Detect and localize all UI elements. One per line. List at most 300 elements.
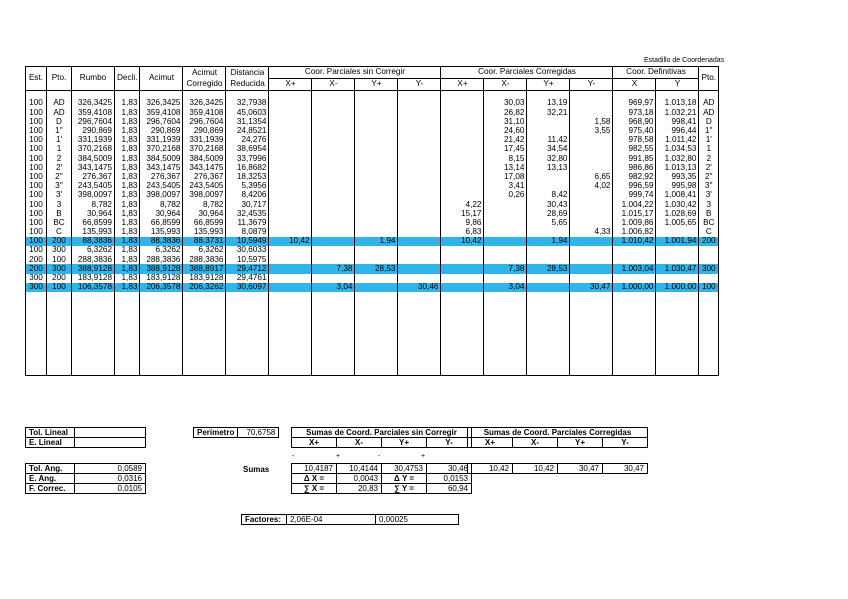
table-cell: 29,4761 — [226, 274, 269, 283]
table-cell — [355, 274, 398, 283]
table-cell — [398, 117, 441, 126]
table-cell — [269, 108, 312, 117]
table-cell: 100 — [26, 108, 47, 117]
sign-3: - — [378, 453, 381, 460]
table-cell — [398, 209, 441, 218]
sumas-corr-title: Sumas de Coord. Parciales Corregidas — [468, 428, 648, 438]
sumas-sin-xm: X- — [337, 438, 382, 448]
table-cell: 1,83 — [115, 274, 140, 283]
sign-4: + — [421, 453, 426, 460]
table-cell: 1.006,82 — [613, 228, 656, 237]
table-cell: 370,2168 — [140, 145, 183, 154]
table-cell: 0,26 — [484, 191, 527, 200]
sumas-sin-value: 30,46 — [427, 464, 472, 474]
table-cell — [398, 191, 441, 200]
table-cell: 1.032,80 — [656, 154, 699, 163]
col-sin-ym: Y- — [398, 79, 441, 91]
table-cell — [355, 209, 398, 218]
table-cell: 998,41 — [656, 117, 699, 126]
table-cell: 968,90 — [613, 117, 656, 126]
table-cell: 296,7604 — [183, 117, 226, 126]
sign-2: + — [336, 453, 341, 460]
table-cell: B — [47, 209, 72, 218]
table-cell: 28,53 — [355, 264, 398, 273]
table-cell: 10,5949 — [226, 237, 269, 246]
table-cell: 1.003,04 — [613, 264, 656, 273]
table-cell — [269, 283, 312, 292]
table-cell — [441, 255, 484, 264]
table-cell — [656, 255, 699, 264]
table-cell: 1,83 — [115, 136, 140, 145]
table-cell: 2' — [47, 163, 72, 172]
table-cell: 29,4712 — [226, 264, 269, 273]
sign-1: - — [292, 453, 295, 460]
table-cell: 100 — [26, 99, 47, 108]
table-cell: 31,1354 — [226, 117, 269, 126]
table-cell: 388,9128 — [72, 264, 115, 273]
table-cell: 135,993 — [140, 228, 183, 237]
table-cell: 100 — [26, 127, 47, 136]
table-cell: 1,83 — [115, 218, 140, 227]
table-cell: AD — [699, 99, 719, 108]
sumas-corr-value: 10,42 — [513, 464, 558, 474]
sumas-corr-yp: Y+ — [558, 438, 603, 448]
table-cell: 296,7604 — [72, 117, 115, 126]
table-cell: 8,0879 — [226, 228, 269, 237]
sumas-sin-values — [291, 463, 472, 494]
col-def-x: X — [613, 79, 656, 91]
table-cell: 200 — [699, 237, 719, 246]
table-cell: 1.005,65 — [656, 218, 699, 227]
table-cell — [441, 145, 484, 154]
table-cell — [355, 154, 398, 163]
table-cell: 1 — [47, 145, 72, 154]
f-correc-value: 0,0105 — [75, 484, 146, 494]
table-cell — [441, 117, 484, 126]
e-lineal-label: E. Lineal — [26, 438, 75, 448]
table-cell: 343,1475 — [140, 163, 183, 172]
table-cell: 1,83 — [115, 209, 140, 218]
table-cell: 100 — [26, 145, 47, 154]
table-cell: 88,3836 — [140, 237, 183, 246]
delta-x-label: Δ X = — [292, 474, 337, 484]
table-cell: 26,82 — [484, 108, 527, 117]
empty-area-row — [26, 292, 719, 376]
table-cell — [269, 99, 312, 108]
table-cell: 300 — [699, 264, 719, 273]
table-cell — [484, 237, 527, 246]
table-cell — [355, 145, 398, 154]
table-cell: 7,38 — [484, 264, 527, 273]
table-cell — [570, 145, 613, 154]
table-cell: 384,5009 — [72, 154, 115, 163]
table-cell — [269, 136, 312, 145]
table-cell: 18,3253 — [226, 173, 269, 182]
table-row — [26, 145, 719, 154]
table-cell: 66,8599 — [140, 218, 183, 227]
table-cell — [312, 173, 355, 182]
table-cell — [441, 283, 484, 292]
table-cell: 300 — [47, 264, 72, 273]
table-cell: 8,782 — [140, 200, 183, 209]
factores-label: Factores: — [242, 515, 287, 525]
table-cell — [484, 228, 527, 237]
table-cell: 7,38 — [312, 264, 355, 273]
table-cell: 991,85 — [613, 154, 656, 163]
table-cell — [355, 117, 398, 126]
sumas-sin-ym: Y- — [427, 438, 472, 448]
table-cell — [269, 145, 312, 154]
table-cell: 326,3425 — [72, 99, 115, 108]
sumas-corr-header — [467, 427, 648, 448]
table-cell — [484, 218, 527, 227]
table-cell: 11,3679 — [226, 218, 269, 227]
table-cell — [613, 255, 656, 264]
sum-x-label: ∑ X = — [292, 484, 337, 494]
table-cell — [613, 246, 656, 255]
table-cell: 2' — [699, 163, 719, 172]
table-cell: 4,02 — [570, 182, 613, 191]
table-cell: 3,04 — [484, 283, 527, 292]
table-row — [26, 108, 719, 117]
table-cell — [312, 246, 355, 255]
table-cell: 982,92 — [613, 173, 656, 182]
table-cell: 1,83 — [115, 246, 140, 255]
sumas-corr-ym: Y- — [603, 438, 648, 448]
table-cell: 4,22 — [441, 200, 484, 209]
table-cell: 100 — [26, 163, 47, 172]
tol-lineal-label: Tol. Lineal — [26, 428, 75, 438]
sumas-sin-xp: X+ — [292, 438, 337, 448]
table-cell: 1.030,47 — [656, 264, 699, 273]
table-cell — [312, 200, 355, 209]
sumas-sin-value: 10,4187 — [292, 464, 337, 474]
table-cell: 88,3836 — [72, 237, 115, 246]
sumas-label: Sumas — [243, 465, 270, 474]
table-cell: 359,4108 — [72, 108, 115, 117]
table-cell: 100 — [26, 200, 47, 209]
table-cell: 1,83 — [115, 108, 140, 117]
e-ang-label: E. Ang. — [26, 474, 75, 484]
table-cell: 206,3578 — [140, 283, 183, 292]
table-cell: 30,964 — [140, 209, 183, 218]
table-cell — [355, 246, 398, 255]
table-cell: 8,782 — [72, 200, 115, 209]
table-cell: 30,6033 — [226, 246, 269, 255]
table-cell: 331,1939 — [72, 136, 115, 145]
table-cell: 1,94 — [527, 237, 570, 246]
table-cell: 135,993 — [72, 228, 115, 237]
table-cell: 31,10 — [484, 117, 527, 126]
table-cell: 100 — [26, 228, 47, 237]
table-cell — [312, 108, 355, 117]
table-cell — [699, 246, 719, 255]
col-sin-xp: X+ — [269, 79, 312, 91]
table-cell — [441, 136, 484, 145]
table-cell: 1,83 — [115, 264, 140, 273]
table-cell — [355, 108, 398, 117]
table-cell — [398, 145, 441, 154]
table-cell — [570, 191, 613, 200]
f-correc-label: F. Correc. — [26, 484, 75, 494]
table-cell: 13,13 — [527, 163, 570, 172]
table-cell: 1,83 — [115, 145, 140, 154]
table-cell — [398, 246, 441, 255]
table-cell: 290,869 — [183, 127, 226, 136]
table-cell: 331,1939 — [140, 136, 183, 145]
table-cell: 359,4108 — [140, 108, 183, 117]
table-cell: 28,53 — [527, 264, 570, 273]
table-cell: 30,47 — [570, 283, 613, 292]
table-cell — [312, 209, 355, 218]
table-cell: 3'' — [47, 182, 72, 191]
col-acimut-corr-2: Corregido — [183, 79, 226, 91]
table-cell: 6,3262 — [183, 246, 226, 255]
table-cell: D — [47, 117, 72, 126]
table-cell: 30,03 — [484, 99, 527, 108]
table-cell: 106,3578 — [72, 283, 115, 292]
table-cell: 1' — [47, 136, 72, 145]
sumas-corr-values — [467, 463, 648, 474]
sumas-corr-value: 30,47 — [558, 464, 603, 474]
table-cell: 1,83 — [115, 182, 140, 191]
table-cell: 370,2168 — [72, 145, 115, 154]
table-cell: 3 — [47, 200, 72, 209]
group-definitivas: Coor. Definitivas — [613, 67, 699, 79]
col-distancia-2: Reducida — [226, 79, 269, 91]
table-cell — [312, 228, 355, 237]
table-cell — [570, 255, 613, 264]
table-row — [26, 99, 719, 108]
col-corr-yp: Y+ — [527, 79, 570, 91]
table-cell: 200 — [47, 274, 72, 283]
table-cell: 66,8599 — [72, 218, 115, 227]
table-cell — [441, 274, 484, 283]
table-cell: 34,54 — [527, 145, 570, 154]
table-cell: 206,3262 — [183, 283, 226, 292]
table-cell — [269, 117, 312, 126]
table-cell — [269, 182, 312, 191]
table-cell — [441, 163, 484, 172]
table-cell — [355, 127, 398, 136]
table-cell: 1,83 — [115, 154, 140, 163]
table-cell — [269, 255, 312, 264]
table-cell — [527, 283, 570, 292]
table-cell — [312, 99, 355, 108]
table-cell: 1,83 — [115, 99, 140, 108]
table-cell: 1,83 — [115, 200, 140, 209]
table-cell: 183,9128 — [140, 274, 183, 283]
table-cell: BC — [47, 218, 72, 227]
table-cell: 999,74 — [613, 191, 656, 200]
table-cell: 398,0097 — [183, 191, 226, 200]
table-cell: 200 — [47, 237, 72, 246]
table-cell — [570, 136, 613, 145]
table-cell: 10,42 — [269, 237, 312, 246]
table-cell: 15,17 — [441, 209, 484, 218]
table-cell — [269, 200, 312, 209]
table-cell: 1.011,42 — [656, 136, 699, 145]
table-cell: 10,5975 — [226, 255, 269, 264]
table-cell: 2 — [699, 154, 719, 163]
table-cell: AD — [47, 99, 72, 108]
table-cell — [441, 108, 484, 117]
table-cell: 1'' — [699, 127, 719, 136]
table-cell: 243,5405 — [140, 182, 183, 191]
table-cell: 398,0097 — [140, 191, 183, 200]
table-cell: 986,86 — [613, 163, 656, 172]
col-sin-xm: X- — [312, 79, 355, 91]
sumas-corr-xp: X+ — [468, 438, 513, 448]
table-cell — [312, 154, 355, 163]
table-cell — [527, 117, 570, 126]
table-cell: 100 — [26, 218, 47, 227]
sumas-sin-value: 30,4753 — [382, 464, 427, 474]
table-cell: 1.028,69 — [656, 209, 699, 218]
table-cell: 370,2168 — [183, 145, 226, 154]
table-cell — [398, 99, 441, 108]
table-cell: 978,58 — [613, 136, 656, 145]
table-row — [26, 154, 719, 163]
table-cell — [398, 255, 441, 264]
table-cell: 1,83 — [115, 255, 140, 264]
col-def-y: Y — [656, 79, 699, 91]
table-cell — [398, 182, 441, 191]
table-cell — [441, 127, 484, 136]
table-cell: 1,83 — [115, 127, 140, 136]
table-cell — [312, 145, 355, 154]
table-cell: 13,19 — [527, 99, 570, 108]
table-cell — [312, 163, 355, 172]
table-cell — [441, 173, 484, 182]
table-cell — [355, 182, 398, 191]
table-cell: 3,04 — [312, 283, 355, 292]
factor-1: 2,06E-04 — [287, 515, 376, 525]
table-cell: 1,83 — [115, 228, 140, 237]
table-cell: 1,83 — [115, 191, 140, 200]
table-cell: 1.010,42 — [613, 237, 656, 246]
table-cell: 6,83 — [441, 228, 484, 237]
table-row — [26, 200, 719, 209]
table-cell — [441, 182, 484, 191]
table-cell — [398, 127, 441, 136]
table-cell: 288,3836 — [140, 255, 183, 264]
table-cell — [355, 191, 398, 200]
table-cell: 331,1939 — [183, 136, 226, 145]
table-cell: 100 — [26, 154, 47, 163]
table-cell: 1.013,13 — [656, 163, 699, 172]
table-cell: 100 — [47, 255, 72, 264]
table-cell: 1.001,94 — [656, 237, 699, 246]
sum-y-value: 60,94 — [427, 484, 472, 494]
table-cell: 300 — [26, 274, 47, 283]
sumas-corr-xm: X- — [513, 438, 558, 448]
table-cell: B — [699, 209, 719, 218]
table-cell: 296,7604 — [140, 117, 183, 126]
table-cell — [269, 246, 312, 255]
table-cell: D — [699, 117, 719, 126]
col-acimut: Acimut — [140, 67, 183, 91]
table-cell — [269, 191, 312, 200]
table-cell: 8,782 — [183, 200, 226, 209]
table-cell: 100 — [26, 117, 47, 126]
table-cell — [269, 163, 312, 172]
table-cell: 100 — [26, 237, 47, 246]
table-cell — [269, 154, 312, 163]
table-cell: 326,3425 — [183, 99, 226, 108]
table-cell: 982,55 — [613, 145, 656, 154]
sumas-sin-title: Sumas de Coord. Parciales sin Corregir — [292, 428, 472, 438]
table-cell: 100 — [26, 191, 47, 200]
table-cell: 1'' — [47, 127, 72, 136]
factor-2: 0,00025 — [376, 515, 459, 525]
table-cell — [269, 274, 312, 283]
table-cell: 32,80 — [527, 154, 570, 163]
table-cell: 16,8682 — [226, 163, 269, 172]
table-cell: 30,43 — [527, 200, 570, 209]
table-cell: 200 — [26, 255, 47, 264]
table-cell — [312, 136, 355, 145]
table-cell: 1.004,22 — [613, 200, 656, 209]
table-cell: 100 — [699, 283, 719, 292]
table-cell: 66,8599 — [183, 218, 226, 227]
table-cell: 398,0097 — [72, 191, 115, 200]
table-cell: 24,60 — [484, 127, 527, 136]
table-cell — [484, 200, 527, 209]
delta-y-value: 0,0153 — [427, 474, 472, 484]
table-cell: 1.013,18 — [656, 99, 699, 108]
table-cell: 290,869 — [72, 127, 115, 136]
table-cell — [484, 255, 527, 264]
table-cell: 45,0603 — [226, 108, 269, 117]
table-cell — [570, 108, 613, 117]
table-cell: 30,717 — [226, 200, 269, 209]
table-cell — [398, 154, 441, 163]
table-cell: 1,58 — [570, 117, 613, 126]
col-pto: Pto. — [47, 67, 72, 91]
e-lineal-value — [75, 438, 146, 448]
table-cell — [355, 99, 398, 108]
table-cell — [312, 191, 355, 200]
table-cell: 200 — [26, 264, 47, 273]
table-cell: AD — [47, 108, 72, 117]
table-cell: 388,9128 — [140, 264, 183, 273]
table-cell — [312, 182, 355, 191]
group-corregidas: Coor. Parciales Corregidas — [441, 67, 613, 79]
table-cell: 243,5405 — [183, 182, 226, 191]
table-cell: 32,7938 — [226, 99, 269, 108]
table-cell: 100 — [26, 209, 47, 218]
table-cell: 975,40 — [613, 127, 656, 136]
table-cell: 183,9128 — [183, 274, 226, 283]
table-cell: 1.008,41 — [656, 191, 699, 200]
table-cell: 1,83 — [115, 283, 140, 292]
table-cell: 135,993 — [183, 228, 226, 237]
delta-y-label: Δ Y = — [382, 474, 427, 484]
table-cell — [570, 264, 613, 273]
table-cell — [312, 127, 355, 136]
lineal-box — [25, 427, 146, 448]
table-cell: 4,33 — [570, 228, 613, 237]
table-cell: 9,86 — [441, 218, 484, 227]
table-cell — [570, 99, 613, 108]
sheet-title: Estadillo de Coordenadas — [644, 57, 725, 64]
table-cell: 100 — [26, 246, 47, 255]
table-cell — [570, 209, 613, 218]
table-cell: 183,9128 — [72, 274, 115, 283]
table-cell: 6,3262 — [72, 246, 115, 255]
table-cell — [656, 246, 699, 255]
